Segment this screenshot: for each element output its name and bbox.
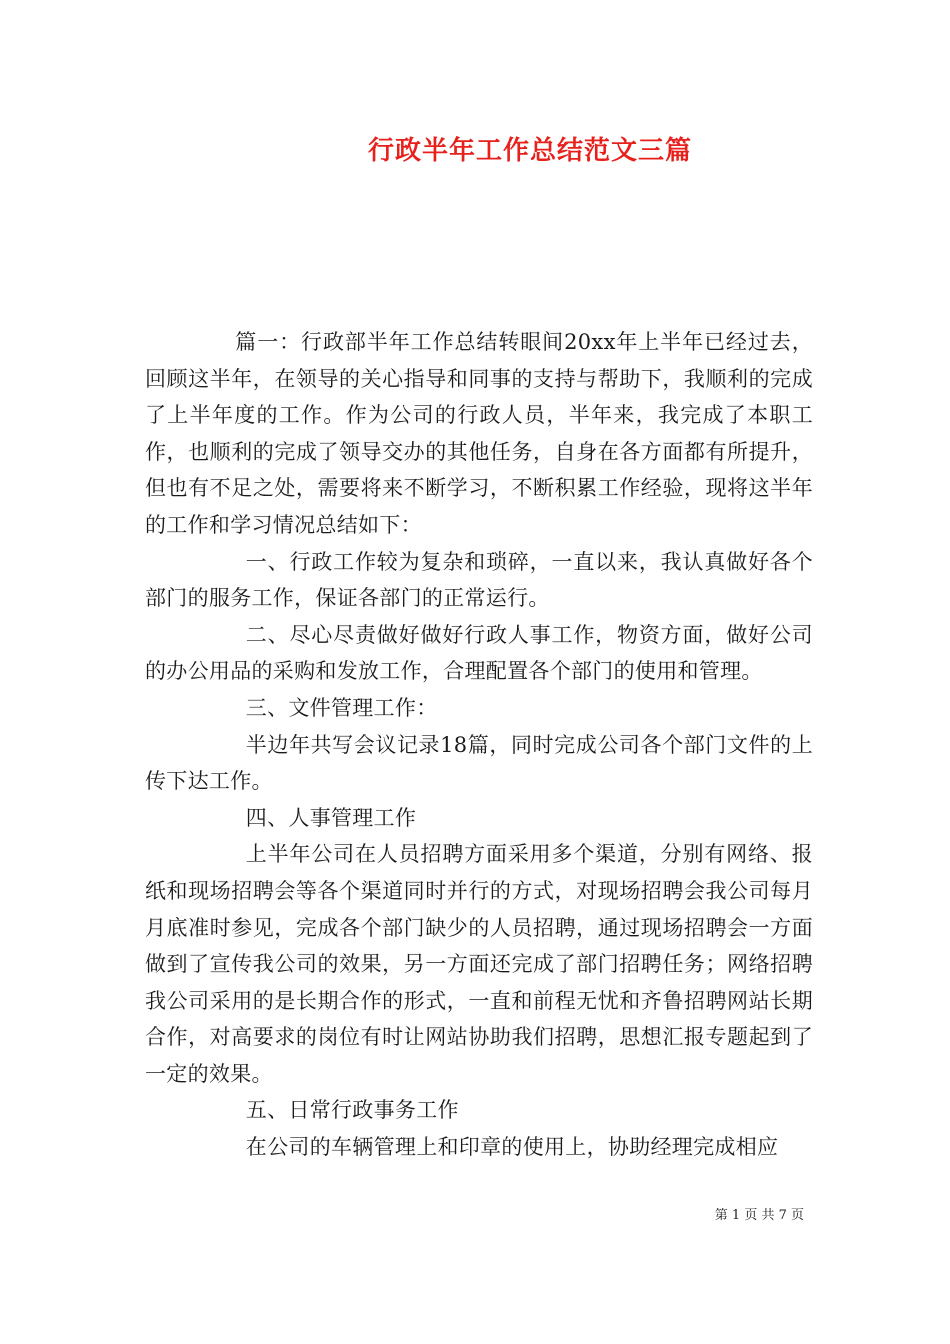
paragraph-section-5: 在公司的车辆管理上和印章的使用上，协助经理完成相应 xyxy=(245,1135,779,1160)
document-title: 行政半年工作总结范文三篇 xyxy=(367,136,692,166)
document-body xyxy=(145,324,813,1166)
paragraph-intro: 篇一：行政部半年工作总结转眼间20xx年上半年已经过去，回顾这半年，在领导的关心指导和同事的支持与帮助下，我顺利的完成了上半年度的工作。作为公司的行政人员，半年来，我完成了本职工作，也顺利的完成了领导交办的其他任务，自身在各方面都有所提升，但也有不足之处，需要将来不断学习，不断积累工作经验，现将这半年的工作和学习情况总结如下： xyxy=(145,330,813,537)
heading-section-4: 四、人事管理工作 xyxy=(245,805,417,830)
paragraph-section-1: 一、行政工作较为复杂和琐碎，一直以来，我认真做好各个部门的服务工作，保证各部门的正常运行。 xyxy=(145,549,813,611)
paragraph-section-4: 上半年公司在人员招聘方面采用多个渠道，分别有网络、报纸和现场招聘会等各个渠道同时并行的方式，对现场招聘会我公司每月月底准时参见，完成各个部门缺少的人员招聘，通过现场招聘会一方面做到了宣传我公司的效果，另一方面还完成了部门招聘任务；网络招聘我公司采用的是长期合作的形式，一直和前程无忧和齐鲁招聘网站长期合作，对高要求的岗位有时让网站协助我们招聘，思想汇报专题起到了一定的效果。 xyxy=(145,842,813,1086)
page-number-footer: 第 1 页 共 7 页 xyxy=(714,1208,804,1223)
paragraph-section-2: 二、尽心尽责做好做好行政人事工作，物资方面，做好公司的办公用品的采购和发放工作，合理配置各个部门的使用和管理。 xyxy=(145,622,813,684)
heading-section-3: 三、文件管理工作： xyxy=(245,695,438,720)
heading-section-5: 五、日常行政事务工作 xyxy=(245,1098,459,1123)
paragraph-section-3: 半边年共写会议记录18篇，同时完成公司各个部门文件的上传下达工作。 xyxy=(145,732,813,794)
